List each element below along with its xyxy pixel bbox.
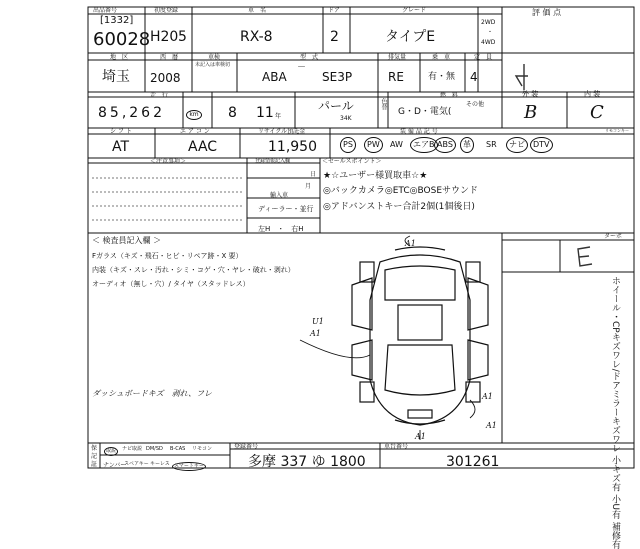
color-code: 34K: [340, 115, 352, 122]
equip-3: エアB: [410, 137, 438, 153]
recycle-label: リサイクル預託金: [258, 128, 306, 135]
equip-1: PW: [364, 137, 383, 153]
storage-label: 登録情報記入欄: [255, 158, 291, 164]
certified-label: 車検: [208, 54, 221, 61]
car-name: RX-8: [240, 29, 273, 45]
selling-label: ＜セールスポイント＞: [322, 158, 382, 165]
selling-point-3: ◎アドバンストキー合計2個(1個後日): [323, 202, 475, 212]
footer-doc-1: ナビ取説: [122, 446, 143, 452]
reg-month: 5: [178, 29, 187, 45]
year-label: 西 暦: [160, 54, 179, 61]
equip-0: PS: [340, 137, 356, 153]
mileage: 85,262: [98, 105, 165, 121]
displacement: RE: [388, 70, 404, 84]
equip-6: SR: [486, 140, 497, 149]
side-label-1: 保: [91, 445, 98, 452]
score-value: [520, 66, 530, 82]
displacement-label: 排気量: [388, 54, 407, 61]
aircon-label: エ ア コ ン: [180, 128, 210, 135]
fuel-other: その他: [466, 101, 485, 108]
grade: タイプE: [385, 29, 436, 45]
period-label: 年: [275, 113, 282, 120]
equip-4: ABS: [434, 137, 456, 153]
selling-point-2: ◎バックカメラ◎ETC◎BOSEサウンド: [323, 186, 479, 196]
footer-key-1: キーレス: [150, 461, 170, 467]
exterior: B: [524, 102, 538, 123]
shift-label: シ フ ト: [110, 128, 132, 135]
door-label: ドア: [328, 7, 340, 14]
mark-a1-right: A1: [482, 392, 493, 401]
mileage-label: 走 行: [150, 92, 169, 99]
interior: C: [590, 102, 604, 123]
footer-doc-3: B-CAS: [170, 446, 186, 452]
equip-2: AW: [390, 140, 403, 149]
shift: AT: [112, 139, 130, 155]
chassis-label: 車台番号: [384, 443, 409, 450]
aircon: AAC: [188, 139, 218, 155]
reg-era: H20: [150, 29, 179, 45]
doors: 2: [330, 29, 339, 45]
footer-doc-0: 取説: [106, 448, 117, 454]
lot-label: 出品番号: [93, 7, 118, 14]
drive-4wd: 4WD: [481, 39, 496, 46]
lot-code: [1332]: [100, 15, 134, 26]
car-diagram: [300, 236, 488, 440]
model-dash: －: [297, 63, 307, 73]
month-label: 月: [305, 183, 312, 190]
shaken-month: 11: [256, 105, 274, 121]
fuel-label: 燃 料: [440, 92, 459, 99]
ext-label: 外 装: [522, 90, 539, 98]
side-label-3: 証: [91, 461, 98, 468]
shaken-year: 8: [228, 105, 237, 121]
mark-a1-bottom: A1: [415, 432, 426, 441]
name-label: 車 名: [248, 7, 267, 14]
region: 埼玉: [102, 69, 130, 85]
footer-key-0: スペアキー: [124, 461, 149, 467]
color-label: 色替: [380, 98, 387, 110]
inspector-audio: オーディオ（無し・穴）/ タイヤ（スタッドレス）: [92, 280, 250, 288]
footer-doc-4: リモコン: [192, 446, 213, 452]
equip-label: 装 備 品 記 号: [400, 128, 438, 135]
drive-2wd: 2WD: [481, 19, 496, 26]
model-label: 型 式: [300, 54, 319, 61]
footer-key-2: スマートキー: [174, 463, 204, 469]
footer-doc-2: DM/SD: [146, 446, 163, 452]
equip-8: DTV: [530, 137, 553, 153]
dealer-label: ディーラー・並行: [258, 205, 314, 213]
import-label: 輸入車: [270, 192, 289, 199]
note-label: ＜注意事項＞: [150, 158, 187, 165]
side-label-2: 記: [91, 453, 98, 460]
selling-point-1: ★☆ユーザー様買取車☆★: [323, 171, 428, 181]
number-label: ナンバー: [103, 462, 127, 469]
options: 有・無: [428, 72, 456, 82]
int-label: 内 装: [584, 90, 601, 98]
equip-5: 革: [460, 137, 474, 153]
drive-dot: ・: [487, 29, 494, 36]
remarks-label: リモコンキー: [605, 128, 629, 133]
color-text: パール: [318, 99, 354, 113]
equip-7: ナビ: [506, 137, 528, 153]
lot-number: 60028: [93, 29, 151, 50]
turbo-label: ターボ: [604, 233, 623, 240]
inspector-glass: Fガラス（キズ・飛石・ヒビ・リペア跡・X 要）: [92, 252, 243, 260]
plate: 多摩 337 ゆ 1800: [248, 454, 366, 470]
grade-label: グレード: [402, 7, 427, 14]
inspector-interior: 内装（キズ・スレ・汚れ・シミ・コゲ・穴・ヤレ・破れ・剥れ）: [92, 266, 295, 274]
fuel: G・D・電気(: [398, 107, 452, 117]
chassis: 301261: [446, 454, 500, 470]
year: 2008: [150, 71, 181, 85]
model-prefix: ABA: [262, 70, 287, 84]
ac-label: 乗 車: [432, 54, 451, 61]
reg-label: 初度登録: [154, 7, 179, 14]
region-label: 地 区: [110, 54, 129, 61]
certified-note: 未記入は車検切: [195, 62, 231, 68]
mark-u1: U1: [312, 317, 324, 326]
seats-label: 定 員: [474, 54, 493, 61]
right-vertical-note: ホイール・CPキズワレ/ドアミラーキズワレ 小キズ有 小U有 補修有: [610, 276, 620, 549]
inspector-title: ＜ 検査員記入欄 ＞: [92, 236, 162, 245]
inspector-handwritten: ダッシュボードキズ 剥れ、フレ: [92, 389, 212, 398]
day-label: 日: [310, 171, 317, 178]
seats: 4: [470, 70, 478, 84]
steer-label: 左H ・ 右H: [258, 225, 304, 233]
plate-label: 登録番号: [234, 443, 259, 450]
mark-a1-corner: A1: [486, 421, 497, 430]
model-code: SE3P: [322, 70, 353, 84]
recycle: 11,950: [268, 139, 317, 155]
mark-a1-top: A1: [405, 239, 416, 248]
mark-a1-left: A1: [310, 329, 321, 338]
score-label: 評 価 点: [532, 8, 562, 17]
km-mark: km: [186, 110, 202, 120]
